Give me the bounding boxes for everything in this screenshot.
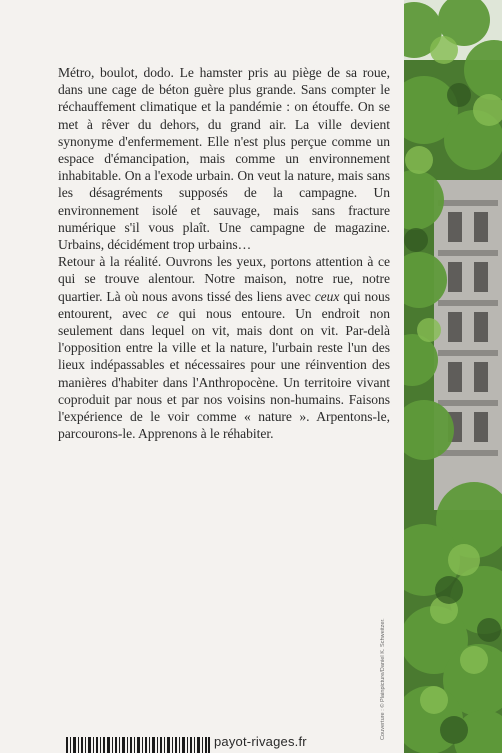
blurb-text: [58, 64, 390, 442]
blurb-paragraph-1: Métro, boulot, dodo. Le hamster pris au piège de sa roue, dans une cage de béton guère plus grande. Sans compter le réchauffement climatique et la pandémie : on étouffe. On se met à rêver du dehors, du grand air. La ville devient synonyme d'enfermement. Elle n'est plus perçue comme un espace d'émancipation, mais comme un environnement inhabitable. On a l'exode urbain. On veut la nature, mais sans les désagréments supposés de la campagne. Un environnement isolé et sauvage, mais sans fracture numérique s'il vous plaît. Une campagne de magazine. Urbains, décidément trop urbains…: [58, 65, 390, 253]
blurb-paragraph-2: Retour à la réalité. Ouvrons les yeux, portons attention à ce qui se trouve alentour. Notre maison, notre rue, notre quartier. Là où nous avons tissé des liens avec ceux qui nous entourent, avec ce qui nous entoure. Un endroit non seulement dans lequel on vit, mais dont on vit. Par-delà l'opposition entre la ville et la nature, l'urbain reste l'un des lieux indépassables et nécessaires pour une réinvention des manières d'habiter dans l'Anthropocène. Un territoire vivant coproduit par nous et par nos voisins non-humains. Faisons l'expérience de le voir comme « nature ». Arpentons-le, parcourons-le. Apprenons à le réhabiter.: [58, 254, 390, 442]
photo-credit: Couverture : © Plainpicture/Daniel K. Schweitzer.: [380, 618, 386, 740]
photo-illustration: [404, 0, 502, 753]
publisher-url: payot-rivages.fr: [214, 734, 307, 749]
barcode-icon: [66, 737, 210, 753]
cover-photo-trees-building: [404, 0, 502, 753]
